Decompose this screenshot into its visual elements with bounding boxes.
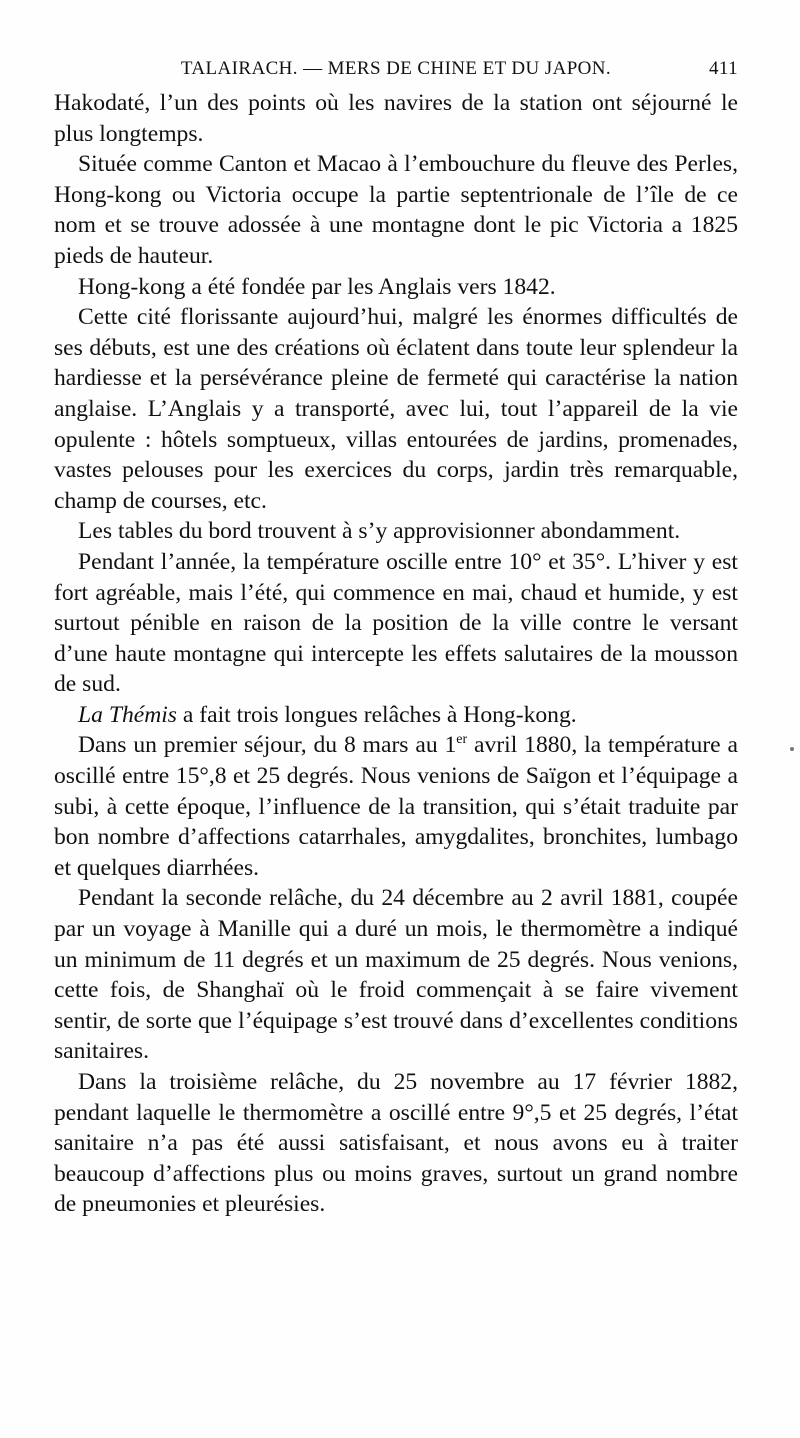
paragraph (54, 700, 738, 731)
paragraph-text: a fait trois longues relâches à Hong-kong. (176, 701, 577, 728)
paragraph: Les tables du bord trouvent à s’y approvisionner abondamment. (78, 518, 681, 545)
paragraph (54, 730, 738, 883)
superscript: er (456, 732, 468, 748)
paragraph: Pendant l’année, la température oscille entre 10° et 35°. L’hiver y est fort agréable, mais l’été, qui commence en mai, chaud et humide, y est surtout pénible en raison de la position de la ville contre le versant d’une haute montagne qui intercepte les effets salutaires de la mousson de sud. (54, 548, 738, 698)
paragraph: Dans la troisième relâche, du 25 novembre au 17 février 1882, pendant laquelle le thermomètre a oscillé entre 9°,5 et 25 degrés, l’état sanitaire n’a pas été aussi satisfaisant, et nous avons eu à traiter beaucoup d’affections plus ou moins graves, surtout un grand nombre de pneumonies et pleurésies. (54, 1069, 738, 1218)
paragraph: Située comme Canton et Macao à l’embouchure du fleuve des Perles, Hong-kong ou Victoria occupe la partie septentrionale de l’île de ce nom et se trouve adossée à une montagne dont le pic Victoria a 1825 pieds de hauteur. (54, 151, 738, 269)
paragraph: Cette cité florissante aujourd’hui, malgré les énormes difficultés de ses débuts, est une des créations où éclatent dans toute leur splendeur la hardiesse et la persévérance pleine de fermeté qui caractérise la nation anglaise. L’Anglais y a transporté, avec lui, tout l’appareil de la vie opulente : hôtels somptueux, villas entourées de jardins, promenades, vastes pelouses pour les exercices du corps, jardin très remarquable, champ de courses, etc. (54, 304, 738, 514)
paragraph-text: Dans un premier séjour, du 8 mars au 1 (78, 732, 457, 759)
page-number: 411 (709, 58, 738, 79)
ship-name: La Thémis (78, 701, 177, 728)
running-title: TALAIRACH. — MERS DE CHINE ET DU JAPON. (180, 58, 612, 79)
margin-mark (790, 747, 794, 751)
paragraph: Hong-kong a été fondée par les Anglais vers 1842. (78, 273, 556, 300)
running-head (54, 58, 738, 86)
body-text (54, 88, 738, 1220)
paragraph-text: avril 1880, la température a oscillé entre 15°,8 et 25 degrés. Nous venions de Saïgon et l’équipage a subi, à cette époque, l’influence de la transition, qui s’était traduite par bon nombre d’affections catarrhales, amygdalites, bronchites, lumbago et quelques diarrhées. (54, 732, 738, 881)
paragraph: Hakodaté, l’un des points où les navires de la station ont séjourné le plus longtemps. (54, 90, 738, 147)
paragraph: Pendant la seconde relâche, du 24 décembre au 2 avril 1881, coupée par un voyage à Manille qui a duré un mois, le thermomètre a indiqué un minimum de 11 degrés et un maximum de 25 degrés. Nous venions, cette fois, de Shanghaï où le froid commençait à se faire vivement sentir, de sorte que l’équipage s’est trouvé dans d’excellentes conditions sanitaires. (54, 885, 738, 1065)
